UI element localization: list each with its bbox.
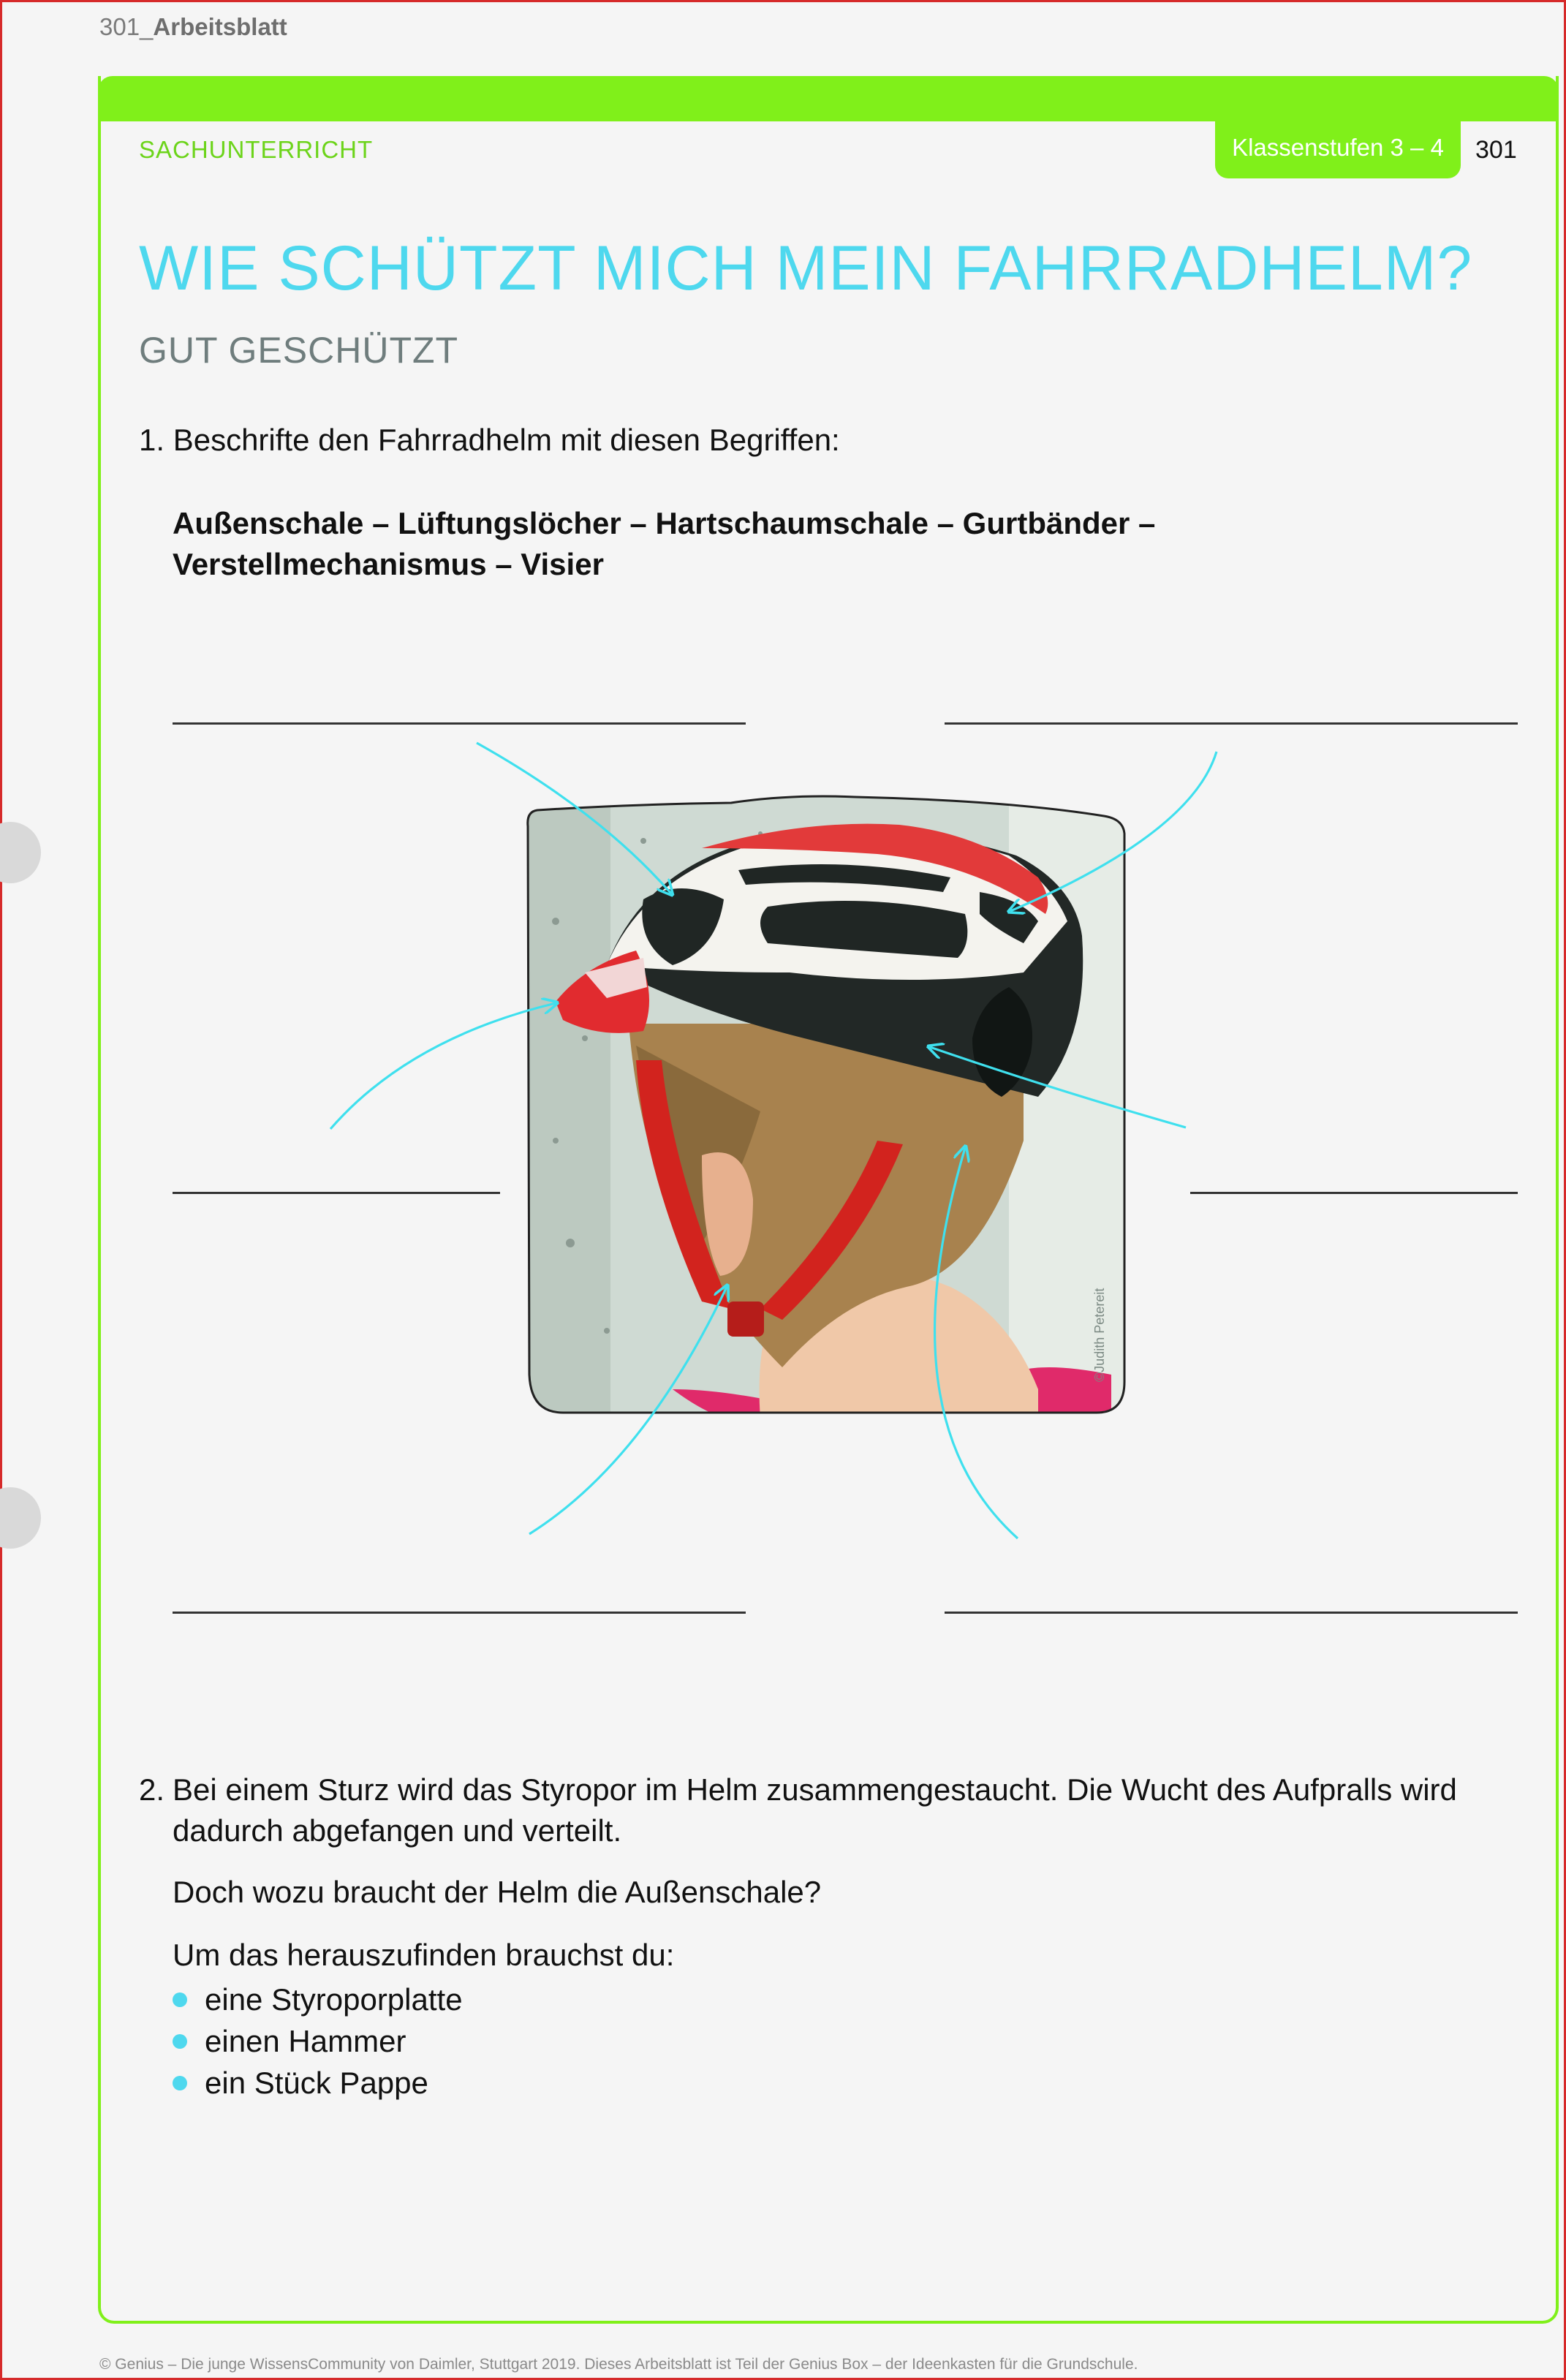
term-list-line-2: Verstellmechanismus – Visier bbox=[173, 547, 604, 581]
term-list-line-1: Außenschale – Lüftungslöcher – Hartschaumschale – Gurtbänder – bbox=[173, 506, 1156, 540]
copyright-footer: © Genius – Die junge WissensCommunity von Daimler, Stuttgart 2019. Dieses Arbeitsblatt ist Teil der Genius Box – der Ideenkasten für die Grundschule. bbox=[99, 2356, 1138, 2373]
materials-intro: Um das herauszufinden brauchst du: bbox=[173, 1938, 675, 1972]
worksheet-type: Arbeitsblatt bbox=[153, 13, 287, 40]
worksheet-number: 301_ bbox=[99, 13, 154, 40]
arrow-visor bbox=[330, 1003, 556, 1129]
list-item: einen Hammer bbox=[173, 2020, 463, 2062]
helmet-photo bbox=[523, 790, 1133, 1422]
task-2-instruction bbox=[139, 1769, 1484, 1851]
grade-level-tab: Klassenstufen 3 – 4 bbox=[1215, 117, 1461, 178]
bullet-dot-icon bbox=[173, 1992, 187, 2007]
materials-list bbox=[173, 1979, 463, 2104]
task-2-number: 2. bbox=[139, 1772, 165, 1807]
page-title: WIE SCHÜTZT MICH MEIN FAHRRADHELM? bbox=[139, 233, 1473, 303]
list-item: ein Stück Pappe bbox=[173, 2062, 463, 2104]
page-number: 301 bbox=[1475, 136, 1517, 164]
task-2-text: Bei einem Sturz wird das Styropor im Helm zusammengestaucht. Die Wucht des Aufpralls wird dadurch abgefangen und verteilt. bbox=[173, 1772, 1457, 1848]
task-1-instruction: 1. Beschrifte den Fahrradhelm mit diesen Begriffen: bbox=[139, 423, 840, 457]
task-2-question: Doch wozu braucht der Helm die Außenschale? bbox=[173, 1875, 822, 1909]
photo-credit: ©Judith Petereit bbox=[1092, 1288, 1107, 1382]
page-subtitle: GUT GESCHÜTZT bbox=[139, 330, 459, 371]
bullet-dot-icon bbox=[173, 2076, 187, 2090]
list-item: eine Styroporplatte bbox=[173, 1979, 463, 2020]
subject-label: SACHUNTERRICHT bbox=[139, 136, 374, 163]
bullet-dot-icon bbox=[173, 2034, 187, 2049]
